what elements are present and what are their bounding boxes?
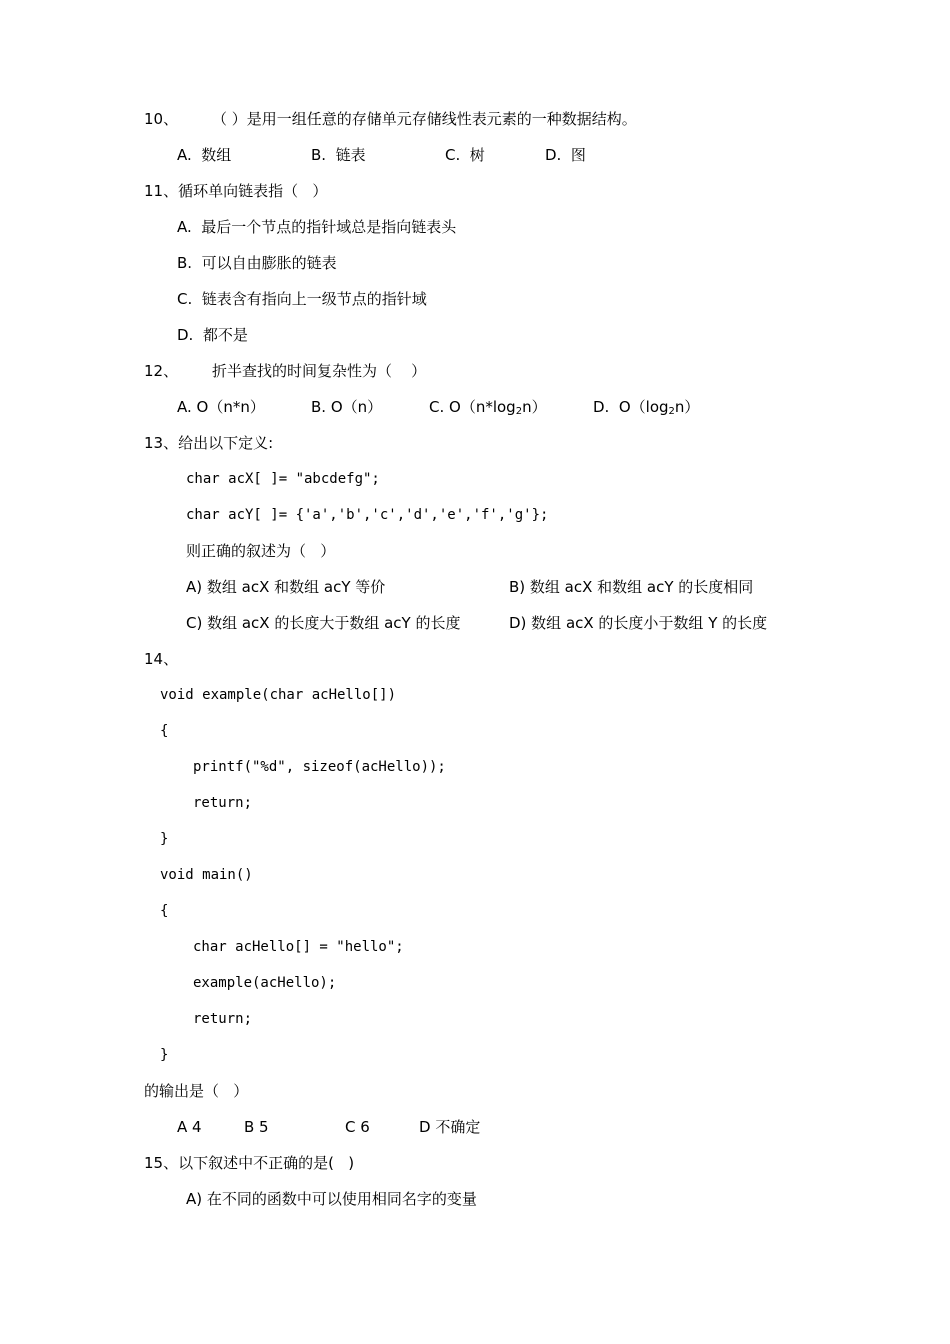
q10-number: 10、 <box>144 110 179 128</box>
q12-option-b: B. O（n） <box>311 398 383 416</box>
q12-number: 12、 <box>144 362 179 380</box>
q11-option-a: A. 最后一个节点的指针域总是指向链表头 <box>177 218 457 236</box>
q14-option-c: C 6 <box>345 1118 370 1136</box>
q13-prompt: 则正确的叙述为（ ） <box>186 542 336 560</box>
q15-option-a: A) 在不同的函数中可以使用相同名字的变量 <box>186 1190 477 1208</box>
q13-option-b: B) 数组 acX 和数组 acY 的长度相同 <box>509 578 754 596</box>
q14-code-line-5: } <box>160 831 169 847</box>
q14-prompt: 的输出是（ ） <box>144 1082 249 1100</box>
q13-code-line-2: char acY[ ]= {'a','b','c','d','e','f','g'}; <box>186 507 549 523</box>
q14-code-line-8: char acHello[] = "hello"; <box>193 939 404 955</box>
q10-option-a: A. 数组 <box>177 146 232 164</box>
q11-option-c: C. 链表含有指向上一级节点的指针域 <box>177 290 427 308</box>
q15-stem: 15、以下叙述中不正确的是( ) <box>144 1154 355 1172</box>
q14-code-line-1: void example(char acHello[]) <box>160 687 397 703</box>
q14-number: 14、 <box>144 650 179 668</box>
q12-option-c: C. $O(n*\log_2n)$ <box>429 398 547 417</box>
q14-code-line-7: { <box>160 903 169 919</box>
q14-option-a: A 4 <box>177 1118 202 1136</box>
q12-option-d: D. $O(\log_2n)$ <box>593 398 700 417</box>
q11-option-d: D. 都不是 <box>177 326 248 344</box>
q14-code-line-2: { <box>160 723 169 739</box>
q10-option-b: B. 链表 <box>311 146 366 164</box>
q14-code-line-3: printf("%d", sizeof(acHello)); <box>193 759 446 775</box>
q14-code-line-9: example(acHello); <box>193 975 337 991</box>
q11-stem: 11、循环单向链表指（ ） <box>144 182 328 200</box>
q11-option-b: B. 可以自由膨胀的链表 <box>177 254 337 272</box>
q13-option-a: A) 数组 acX 和数组 acY 等价 <box>186 578 386 596</box>
q14-code-line-4: return; <box>193 795 253 811</box>
q14-option-d: D 不确定 <box>419 1118 481 1136</box>
q10-option-d: D. 图 <box>545 146 586 164</box>
q13-option-d: D) 数组 acX 的长度小于数组 Y 的长度 <box>509 614 768 632</box>
q10-option-c: C. 树 <box>445 146 485 164</box>
q14-code-line-6: void main() <box>160 867 253 883</box>
q13-stem: 13、给出以下定义: <box>144 434 274 452</box>
q12-stem: 折半查找的时间复杂性为（ ） <box>212 362 427 380</box>
q12-option-a: A. O（n*n） <box>177 398 265 416</box>
q13-option-c: C) 数组 acX 的长度大于数组 acY 的长度 <box>186 614 461 632</box>
q14-option-b: B 5 <box>244 1118 269 1136</box>
q10-stem: （ ）是用一组任意的存储单元存储线性表元素的一种数据结构。 <box>212 110 637 128</box>
q13-code-line-1: char acX[ ]= "abcdefg"; <box>186 471 380 487</box>
q14-code-line-11: } <box>160 1047 169 1063</box>
q14-code-line-10: return; <box>193 1011 253 1027</box>
